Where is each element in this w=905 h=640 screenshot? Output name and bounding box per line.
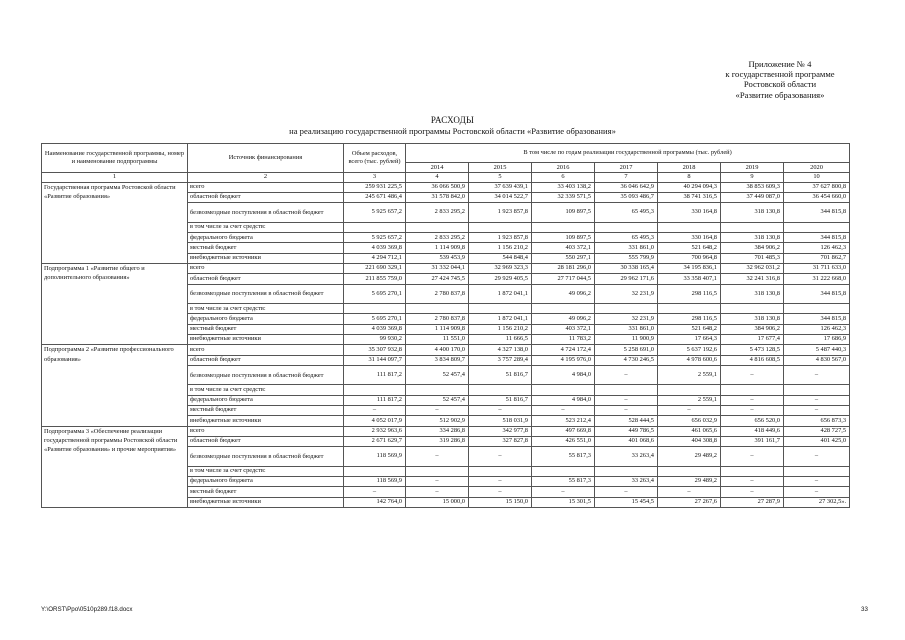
funding-source-cell: безвозмездные поступления в областной бюджет — [188, 203, 344, 223]
funding-source-cell: всего — [188, 182, 344, 192]
amount-cell: 37 639 439,1 — [469, 182, 532, 192]
amount-cell: 4 730 246,5 — [595, 355, 658, 365]
column-number: 5 — [469, 173, 532, 183]
amount-cell: – — [721, 395, 784, 405]
amount-cell: – — [595, 487, 658, 497]
column-number: 10 — [784, 173, 850, 183]
column-number: 4 — [406, 173, 469, 183]
amount-cell: 109 897,5 — [532, 233, 595, 243]
amount-cell: 344 815,8 — [784, 233, 850, 243]
amount-cell: – — [721, 487, 784, 497]
amount-cell: 1 114 909,8 — [406, 324, 469, 334]
amount-cell: 523 212,4 — [532, 416, 595, 426]
amount-cell — [784, 222, 850, 232]
amount-cell: 318 130,8 — [721, 284, 784, 304]
amount-cell: 111 817,2 — [344, 365, 406, 385]
funding-source-cell: областной бюджет — [188, 355, 344, 365]
amount-cell: 4 039 369,8 — [344, 243, 406, 253]
amount-cell — [532, 222, 595, 232]
amount-cell: 33 358 407,1 — [658, 274, 721, 284]
appendix-line-3: Ростовской области — [743, 79, 817, 90]
amount-cell — [658, 385, 721, 395]
amount-cell — [469, 222, 532, 232]
amount-cell: 342 977,8 — [469, 426, 532, 436]
amount-cell: 1 923 857,8 — [469, 233, 532, 243]
column-number: 7 — [595, 173, 658, 183]
amount-cell: 33 403 138,2 — [532, 182, 595, 192]
amount-cell: 211 855 759,0 — [344, 274, 406, 284]
amount-cell — [721, 222, 784, 232]
amount-cell: – — [595, 365, 658, 385]
header-year: 2018 — [658, 163, 721, 173]
amount-cell — [532, 385, 595, 395]
amount-cell — [406, 466, 469, 476]
amount-cell: 2 932 963,6 — [344, 426, 406, 436]
amount-cell — [469, 466, 532, 476]
amount-cell: 318 130,8 — [721, 314, 784, 324]
amount-cell: 31 222 668,0 — [784, 274, 850, 284]
amount-cell: 32 241 316,8 — [721, 274, 784, 284]
amount-cell — [344, 304, 406, 314]
amount-cell: – — [721, 477, 784, 487]
funding-source-cell: областной бюджет — [188, 274, 344, 284]
amount-cell: 449 786,5 — [595, 426, 658, 436]
funding-source-cell: безвозмездные поступления в областной бюджет — [188, 284, 344, 304]
amount-cell: 330 164,8 — [658, 203, 721, 223]
header-year: 2016 — [532, 163, 595, 173]
amount-cell: 2 833 295,2 — [406, 203, 469, 223]
amount-cell — [406, 304, 469, 314]
table-row — [42, 345, 850, 355]
amount-cell: 391 161,7 — [721, 436, 784, 446]
column-number: 8 — [658, 173, 721, 183]
amount-cell: – — [658, 406, 721, 416]
funding-source-cell: в том числе за счет средств: — [188, 466, 344, 476]
amount-cell — [784, 304, 850, 314]
funding-source-cell: федерального бюджета — [188, 477, 344, 487]
amount-cell: 403 372,1 — [532, 243, 595, 253]
amount-cell — [658, 466, 721, 476]
amount-cell: – — [344, 406, 406, 416]
amount-cell: 118 569,9 — [344, 477, 406, 487]
amount-cell: 344 815,8 — [784, 284, 850, 304]
amount-cell: 245 671 486,4 — [344, 193, 406, 203]
amount-cell: 11 783,2 — [532, 335, 595, 345]
amount-cell: – — [721, 447, 784, 467]
amount-cell: 65 495,3 — [595, 203, 658, 223]
amount-cell: 27 424 745,5 — [406, 274, 469, 284]
amount-cell: 528 444,5 — [595, 416, 658, 426]
amount-cell: 4 984,0 — [532, 365, 595, 385]
table-row — [42, 264, 850, 274]
amount-cell: 5 473 128,5 — [721, 345, 784, 355]
amount-cell: 15 000,0 — [406, 497, 469, 507]
amount-cell: 1 156 210,2 — [469, 324, 532, 334]
amount-cell: 3 834 809,7 — [406, 355, 469, 365]
amount-cell: 403 372,1 — [532, 324, 595, 334]
amount-cell: 4 984,0 — [532, 395, 595, 405]
amount-cell: – — [406, 477, 469, 487]
amount-cell: 31 711 633,0 — [784, 264, 850, 274]
funding-source-cell: в том числе за счет средств: — [188, 304, 344, 314]
amount-cell: 4 294 712,1 — [344, 253, 406, 263]
amount-cell: 5 695 270,1 — [344, 314, 406, 324]
amount-cell: 656 873,3 — [784, 416, 850, 426]
amount-cell: 330 164,8 — [658, 233, 721, 243]
amount-cell: 2 559,1 — [658, 395, 721, 405]
program-name-cell: Подпрограмма 1 «Развитие общего и дополнительного образования» — [42, 264, 188, 345]
funding-source-cell: местный бюджет — [188, 243, 344, 253]
amount-cell: 126 462,3 — [784, 324, 850, 334]
amount-cell: 35 307 932,8 — [344, 345, 406, 355]
column-number: 2 — [188, 173, 344, 183]
amount-cell: 539 453,9 — [406, 253, 469, 263]
amount-cell — [721, 466, 784, 476]
amount-cell: 32 962 031,2 — [721, 264, 784, 274]
column-number-row — [42, 173, 850, 183]
amount-cell: 15 301,5 — [532, 497, 595, 507]
funding-source-cell: в том числе за счет средств: — [188, 222, 344, 232]
funding-source-cell: внебюджетные источники — [188, 497, 344, 507]
amount-cell — [532, 466, 595, 476]
amount-cell — [595, 466, 658, 476]
amount-cell: 49 096,2 — [532, 284, 595, 304]
amount-cell: 65 495,3 — [595, 233, 658, 243]
amount-cell: – — [721, 406, 784, 416]
header-years-group: В том числе по годам реализации государственной программы (тыс. рублей) — [406, 144, 850, 163]
amount-cell: 331 861,0 — [595, 324, 658, 334]
amount-cell: 4 978 600,6 — [658, 355, 721, 365]
amount-cell: 32 231,9 — [595, 284, 658, 304]
amount-cell: 36 454 660,0 — [784, 193, 850, 203]
amount-cell: 32 969 323,3 — [469, 264, 532, 274]
amount-cell: 656 032,9 — [658, 416, 721, 426]
amount-cell: 38 853 609,3 — [721, 182, 784, 192]
amount-cell — [344, 222, 406, 232]
amount-cell: 384 906,2 — [721, 243, 784, 253]
column-number: 6 — [532, 173, 595, 183]
amount-cell: – — [406, 406, 469, 416]
amount-cell: 52 457,4 — [406, 365, 469, 385]
column-number: 9 — [721, 173, 784, 183]
amount-cell: – — [784, 395, 850, 405]
amount-cell: 401 425,0 — [784, 436, 850, 446]
amount-cell: – — [469, 487, 532, 497]
amount-cell — [532, 304, 595, 314]
amount-cell: 4 816 608,5 — [721, 355, 784, 365]
amount-cell: 29 962 171,6 — [595, 274, 658, 284]
amount-cell: 344 815,8 — [784, 203, 850, 223]
amount-cell: 29 489,2 — [658, 447, 721, 467]
header-year: 2020 — [784, 163, 850, 173]
funding-source-cell: всего — [188, 426, 344, 436]
amount-cell: 5 925 657,2 — [344, 203, 406, 223]
funding-source-cell: местный бюджет — [188, 406, 344, 416]
amount-cell — [595, 222, 658, 232]
amount-cell: 32 339 571,5 — [532, 193, 595, 203]
header-year: 2019 — [721, 163, 784, 173]
amount-cell — [721, 304, 784, 314]
amount-cell: 319 286,8 — [406, 436, 469, 446]
amount-cell: 55 817,3 — [532, 477, 595, 487]
amount-cell: 142 764,0 — [344, 497, 406, 507]
funding-source-cell: в том числе за счет средств: — [188, 385, 344, 395]
amount-cell: 544 848,4 — [469, 253, 532, 263]
amount-cell: 55 817,3 — [532, 447, 595, 467]
funding-source-cell: внебюджетные источники — [188, 253, 344, 263]
amount-cell: 5 258 691,0 — [595, 345, 658, 355]
funding-source-cell: федерального бюджета — [188, 395, 344, 405]
footer-page-number: 33 — [861, 606, 868, 613]
amount-cell: 5 925 657,2 — [344, 233, 406, 243]
amount-cell: 1 156 210,2 — [469, 243, 532, 253]
amount-cell: 34 195 836,1 — [658, 264, 721, 274]
funding-source-cell: областной бюджет — [188, 436, 344, 446]
amount-cell: 38 741 316,5 — [658, 193, 721, 203]
amount-cell: 701 862,7 — [784, 253, 850, 263]
amount-cell: – — [595, 395, 658, 405]
amount-cell: 259 931 225,5 — [344, 182, 406, 192]
amount-cell: 2 780 837,8 — [406, 314, 469, 324]
funding-source-cell: местный бюджет — [188, 324, 344, 334]
amount-cell — [658, 222, 721, 232]
appendix-line-4: «Развитие образования» — [735, 89, 825, 100]
amount-cell: 40 294 094,3 — [658, 182, 721, 192]
amount-cell: – — [784, 447, 850, 467]
amount-cell: 29 929 405,5 — [469, 274, 532, 284]
amount-cell: 36 066 500,9 — [406, 182, 469, 192]
amount-cell — [469, 304, 532, 314]
header-year: 2014 — [406, 163, 469, 173]
amount-cell: 111 817,2 — [344, 395, 406, 405]
amount-cell: 327 827,8 — [469, 436, 532, 446]
amount-cell: 35 093 486,7 — [595, 193, 658, 203]
amount-cell: 27 717 044,5 — [532, 274, 595, 284]
funding-source-cell: безвозмездные поступления в областной бюджет — [188, 447, 344, 467]
amount-cell: 51 816,7 — [469, 365, 532, 385]
amount-cell: 426 551,0 — [532, 436, 595, 446]
header-funding-source: Источник финансирования — [188, 144, 344, 173]
amount-cell: – — [784, 365, 850, 385]
amount-cell: 32 231,9 — [595, 314, 658, 324]
amount-cell: – — [469, 447, 532, 467]
document-title: РАСХОДЫ — [430, 115, 475, 125]
amount-cell: – — [595, 406, 658, 416]
amount-cell: 31 332 044,1 — [406, 264, 469, 274]
amount-cell: 384 906,2 — [721, 324, 784, 334]
amount-cell: 11 551,0 — [406, 335, 469, 345]
amount-cell: 3 757 289,4 — [469, 355, 532, 365]
amount-cell: 404 308,8 — [658, 436, 721, 446]
amount-cell: 497 669,8 — [532, 426, 595, 436]
funding-source-cell: внебюджетные источники — [188, 335, 344, 345]
amount-cell — [469, 385, 532, 395]
expenses-table — [41, 143, 850, 508]
amount-cell — [784, 385, 850, 395]
amount-cell: – — [532, 487, 595, 497]
amount-cell: 656 520,0 — [721, 416, 784, 426]
amount-cell: – — [406, 447, 469, 467]
amount-cell: 344 815,8 — [784, 314, 850, 324]
funding-source-cell: федерального бюджета — [188, 233, 344, 243]
amount-cell: 4 400 170,0 — [406, 345, 469, 355]
amount-cell — [406, 222, 469, 232]
amount-cell: 15 150,0 — [469, 497, 532, 507]
amount-cell: 298 116,5 — [658, 314, 721, 324]
amount-cell: 334 286,8 — [406, 426, 469, 436]
amount-cell: – — [344, 487, 406, 497]
amount-cell: 401 068,6 — [595, 436, 658, 446]
amount-cell: 17 664,3 — [658, 335, 721, 345]
appendix-block — [630, 59, 905, 100]
amount-cell: 521 648,2 — [658, 324, 721, 334]
amount-cell: – — [532, 406, 595, 416]
program-name-cell: Подпрограмма 2 «Развитие профессионального образования» — [42, 345, 188, 426]
amount-cell: 118 569,9 — [344, 447, 406, 467]
amount-cell: 109 897,5 — [532, 203, 595, 223]
amount-cell: – — [784, 477, 850, 487]
amount-cell: 33 263,4 — [595, 477, 658, 487]
funding-source-cell: безвозмездные поступления в областной бюджет — [188, 365, 344, 385]
amount-cell: 512 902,9 — [406, 416, 469, 426]
amount-cell: – — [784, 406, 850, 416]
amount-cell — [658, 304, 721, 314]
amount-cell: 11 900,9 — [595, 335, 658, 345]
amount-cell: 49 096,2 — [532, 314, 595, 324]
amount-cell: 52 457,4 — [406, 395, 469, 405]
amount-cell: – — [784, 487, 850, 497]
amount-cell: 555 799,9 — [595, 253, 658, 263]
amount-cell — [344, 385, 406, 395]
amount-cell: 318 130,8 — [721, 203, 784, 223]
column-number: 1 — [42, 173, 188, 183]
amount-cell — [784, 466, 850, 476]
amount-cell: 318 130,8 — [721, 233, 784, 243]
header-year: 2015 — [469, 163, 532, 173]
appendix-line-2: к государственной программе — [725, 69, 835, 80]
amount-cell: 17 677,4 — [721, 335, 784, 345]
appendix-line-1: Приложение № 4 — [748, 59, 812, 69]
amount-cell: 2 559,1 — [658, 365, 721, 385]
amount-cell: 33 263,4 — [595, 447, 658, 467]
amount-cell: 37 449 087,0 — [721, 193, 784, 203]
amount-cell: 27 267,6 — [658, 497, 721, 507]
amount-cell: 99 930,2 — [344, 335, 406, 345]
amount-cell: 1 872 041,1 — [469, 284, 532, 304]
amount-cell: 4 039 369,8 — [344, 324, 406, 334]
amount-cell: 2 833 295,2 — [406, 233, 469, 243]
funding-source-cell: областной бюджет — [188, 193, 344, 203]
amount-cell: 31 144 097,7 — [344, 355, 406, 365]
amount-cell: 34 014 522,7 — [469, 193, 532, 203]
funding-source-cell: местный бюджет — [188, 487, 344, 497]
amount-cell: – — [469, 477, 532, 487]
amount-cell: – — [658, 487, 721, 497]
amount-cell: 428 727,5 — [784, 426, 850, 436]
amount-cell: 5 637 192,6 — [658, 345, 721, 355]
column-number: 3 — [344, 173, 406, 183]
amount-cell: 15 454,5 — [595, 497, 658, 507]
amount-cell: 29 489,2 — [658, 477, 721, 487]
funding-source-cell: всего — [188, 264, 344, 274]
table-row — [42, 182, 850, 192]
document-subtitle: на реализацию государственной программы Ростовской области «Развитие образования» — [289, 126, 616, 136]
amount-cell: 461 065,6 — [658, 426, 721, 436]
amount-cell: 2 780 837,8 — [406, 284, 469, 304]
amount-cell: 4 327 138,0 — [469, 345, 532, 355]
amount-cell: 30 338 165,4 — [595, 264, 658, 274]
header-total: Объем расходов, всего (тыс. рублей) — [344, 144, 406, 173]
amount-cell: 17 686,9 — [784, 335, 850, 345]
footer-file-path: Y:\ORST\Ppo\0510p289.f18.docx — [41, 606, 133, 613]
amount-cell — [721, 385, 784, 395]
amount-cell: 518 031,9 — [469, 416, 532, 426]
amount-cell: 1 923 857,8 — [469, 203, 532, 223]
amount-cell — [344, 466, 406, 476]
amount-cell: 31 578 842,0 — [406, 193, 469, 203]
funding-source-cell: федерального бюджета — [188, 314, 344, 324]
amount-cell: 1 114 909,8 — [406, 243, 469, 253]
header-program-name: Наименование государственной программы, номер и наименование подпрограммы — [42, 144, 188, 173]
amount-cell: 521 648,2 — [658, 243, 721, 253]
amount-cell: – — [469, 406, 532, 416]
table-row — [42, 426, 850, 436]
amount-cell: 331 861,0 — [595, 243, 658, 253]
amount-cell: 51 816,7 — [469, 395, 532, 405]
amount-cell: 27 302,5». — [784, 497, 850, 507]
amount-cell — [595, 385, 658, 395]
amount-cell: 5 487 440,3 — [784, 345, 850, 355]
program-name-cell: Подпрограмма 3 «Обеспечение реализации государственной программы Ростовской области «Развитие образования» и прочие мероприятия» — [42, 426, 188, 507]
header-year: 2017 — [595, 163, 658, 173]
amount-cell — [406, 385, 469, 395]
amount-cell: 221 690 329,1 — [344, 264, 406, 274]
amount-cell: 700 964,8 — [658, 253, 721, 263]
amount-cell: 298 116,5 — [658, 284, 721, 304]
amount-cell: 126 462,3 — [784, 243, 850, 253]
amount-cell: 5 695 270,1 — [344, 284, 406, 304]
amount-cell: 27 287,9 — [721, 497, 784, 507]
amount-cell: 11 666,5 — [469, 335, 532, 345]
amount-cell: 701 485,3 — [721, 253, 784, 263]
funding-source-cell: внебюджетные источники — [188, 416, 344, 426]
amount-cell: 4 195 976,0 — [532, 355, 595, 365]
amount-cell: 550 297,1 — [532, 253, 595, 263]
amount-cell: 36 046 642,9 — [595, 182, 658, 192]
program-name-cell: Государственная программа Ростовской области «Развитие образования» — [42, 182, 188, 263]
amount-cell: – — [406, 487, 469, 497]
amount-cell: 28 181 296,0 — [532, 264, 595, 274]
amount-cell: 4 724 172,4 — [532, 345, 595, 355]
amount-cell: 1 872 041,1 — [469, 314, 532, 324]
amount-cell — [595, 304, 658, 314]
amount-cell: – — [721, 365, 784, 385]
amount-cell: 37 627 800,8 — [784, 182, 850, 192]
funding-source-cell: всего — [188, 345, 344, 355]
amount-cell: 2 671 629,7 — [344, 436, 406, 446]
amount-cell: 4 052 017,9 — [344, 416, 406, 426]
amount-cell: 418 449,6 — [721, 426, 784, 436]
amount-cell: 4 830 567,0 — [784, 355, 850, 365]
